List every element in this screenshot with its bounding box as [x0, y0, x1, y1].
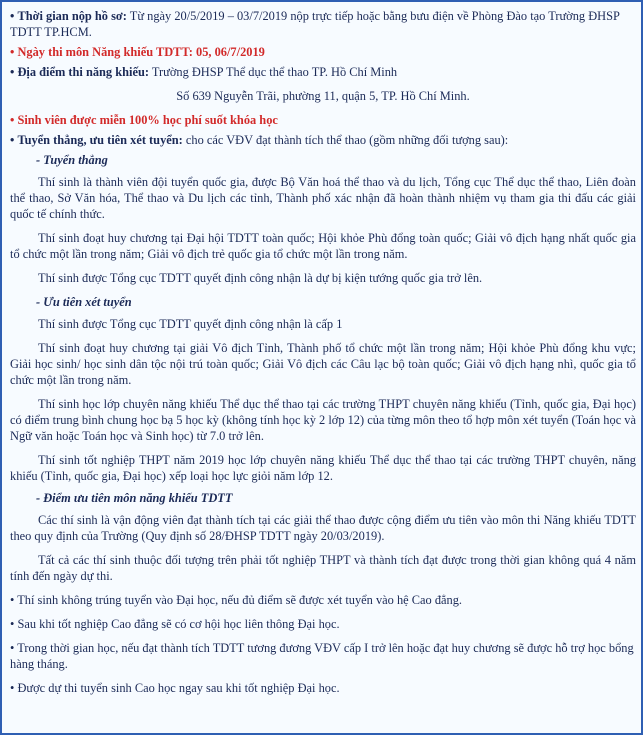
- exam-location: • Địa điểm thi năng khiếu: Trường ĐHSP Thể dục thể thao TP. Hồ Chí Minh: [10, 65, 398, 79]
- document-body: [10, 8, 636, 696]
- tuition-exemption: • Sinh viên được miễn 100% học phí suốt khóa học: [10, 113, 278, 127]
- exam-location-label: Địa điểm thi năng khiếu:: [17, 65, 149, 79]
- paragraph: Thí sinh tốt nghiệp THPT năm 2019 học lớp chuyên năng khiếu Thể dục thể thao tại các trường THPT chuyên, năng khiếu (Tỉnh, quốc gia, Đại học) xếp loại học lực giỏi năm lớp 12.: [10, 453, 636, 483]
- list-item: • Sau khi tốt nghiệp Cao đẳng sẽ có cơ hội học liên thông Đại học.: [10, 617, 340, 631]
- section-title-priority: - Ưu tiên xét tuyển: [36, 295, 132, 309]
- paragraph: Thí sinh được Tổng cục TDTT quyết định công nhận là dự bị kiện tướng quốc gia trở lên.: [38, 271, 483, 285]
- submission-time: • Thời gian nộp hồ sơ: Từ ngày 20/5/2019 – 03/7/2019 nộp trực tiếp hoặc bằng bưu điện về Phòng Đào tạo Trường ĐHSP TDTT TP.HCM.: [10, 9, 620, 39]
- list-item: • Trong thời gian học, nếu đạt thành tích TDTT tương đương VĐV cấp I trở lên hoặc đạt huy chương sẽ được hỗ trợ học bổng hàng tháng.: [10, 641, 634, 671]
- direct-admission: • Tuyển thẳng, ưu tiên xét tuyển: cho các VĐV đạt thành tích thể thao (gồm những đối tượng sau):: [10, 133, 509, 147]
- exam-address: Số 639 Nguyễn Trãi, phường 11, quận 5, TP. Hồ Chí Minh.: [176, 89, 470, 103]
- submission-time-text: Từ ngày 20/5/2019 – 03/7/2019 nộp trực tiếp hoặc bằng bưu điện về Phòng Đào tạo Trường ĐHSP TDTT TP.HCM.: [10, 9, 620, 39]
- paragraph: Thí sinh là thành viên đội tuyển quốc gia, được Bộ Văn hoá thể thao và du lịch, Tổng cục Thể dục thể thao, Liên đoàn thể thao, Sở Văn hóa, Thể thao và Du lịch các tỉnh, Thành phố xác nhận đã hoàn thành nhiệm vụ tham gia thi đấu các giải quốc tế chính thức.: [10, 175, 636, 221]
- paragraph: Thí sinh đoạt huy chương tại giải Vô địch Tỉnh, Thành phố tổ chức một lần trong năm; Hội khỏe Phù đổng khu vực; Giải học sinh/ học sinh dân tộc nội trú toàn quốc; Giải Vô địch các Câu lạc bộ toàn quốc; Giải vô địch hạng nhì, quốc gia tổ chức một lần trong năm.: [10, 341, 636, 387]
- section-title-bonus: - Điểm ưu tiên môn năng khiếu TDTT: [36, 491, 233, 505]
- paragraph: Thí sinh được Tổng cục TDTT quyết định công nhận là cấp 1: [38, 317, 343, 331]
- section-title-direct: - Tuyển thẳng: [36, 153, 108, 167]
- exam-location-text: Trường ĐHSP Thể dục thể thao TP. Hồ Chí Minh: [148, 65, 398, 79]
- paragraph: Thí sinh học lớp chuyên năng khiếu Thể dục thể thao tại các trường THPT chuyên năng khiếu (Tỉnh, quốc gia, Đại học) có điểm trung bình chung học bạ 5 học kỳ (không tính học kỳ 2 lớp 12) của từng môn theo tổ hợp môn xét tuyển (Toán học và Ngữ văn hoặc Toán học và Sinh học) từ 7.0 trở lên.: [10, 397, 636, 443]
- paragraph: Các thí sinh là vận động viên đạt thành tích tại các giải thể thao được cộng điểm ưu tiên vào môn thi Năng khiếu TDTT theo quy định của Trường (Quy định số 28/ĐHSP TDTT ngày 20/03/2019).: [10, 513, 636, 543]
- paragraph: Thí sinh đoạt huy chương tại Đại hội TDTT toàn quốc; Hội khỏe Phù đổng toàn quốc; Giải vô địch hạng nhất quốc gia tổ chức một lần trong năm; Giải vô địch trẻ quốc gia tổ chức một lần trong năm.: [10, 231, 636, 261]
- paragraph: Tất cả các thí sinh thuộc đối tượng trên phải tốt nghiệp THPT và thành tích đạt được trong thời gian không quá 4 năm tính đến ngày dự thi.: [10, 553, 636, 583]
- direct-admission-label: Tuyển thẳng, ưu tiên xét tuyển:: [17, 133, 183, 147]
- submission-time-label: Thời gian nộp hồ sơ:: [17, 9, 127, 23]
- list-item: • Được dự thi tuyển sinh Cao học ngay sau khi tốt nghiệp Đại học.: [10, 681, 340, 695]
- exam-date: • Ngày thi môn Năng khiếu TDTT: 05, 06/7/2019: [10, 45, 265, 59]
- list-item: • Thí sinh không trúng tuyển vào Đại học, nếu đủ điểm sẽ được xét tuyển vào hệ Cao đẳng.: [10, 593, 462, 607]
